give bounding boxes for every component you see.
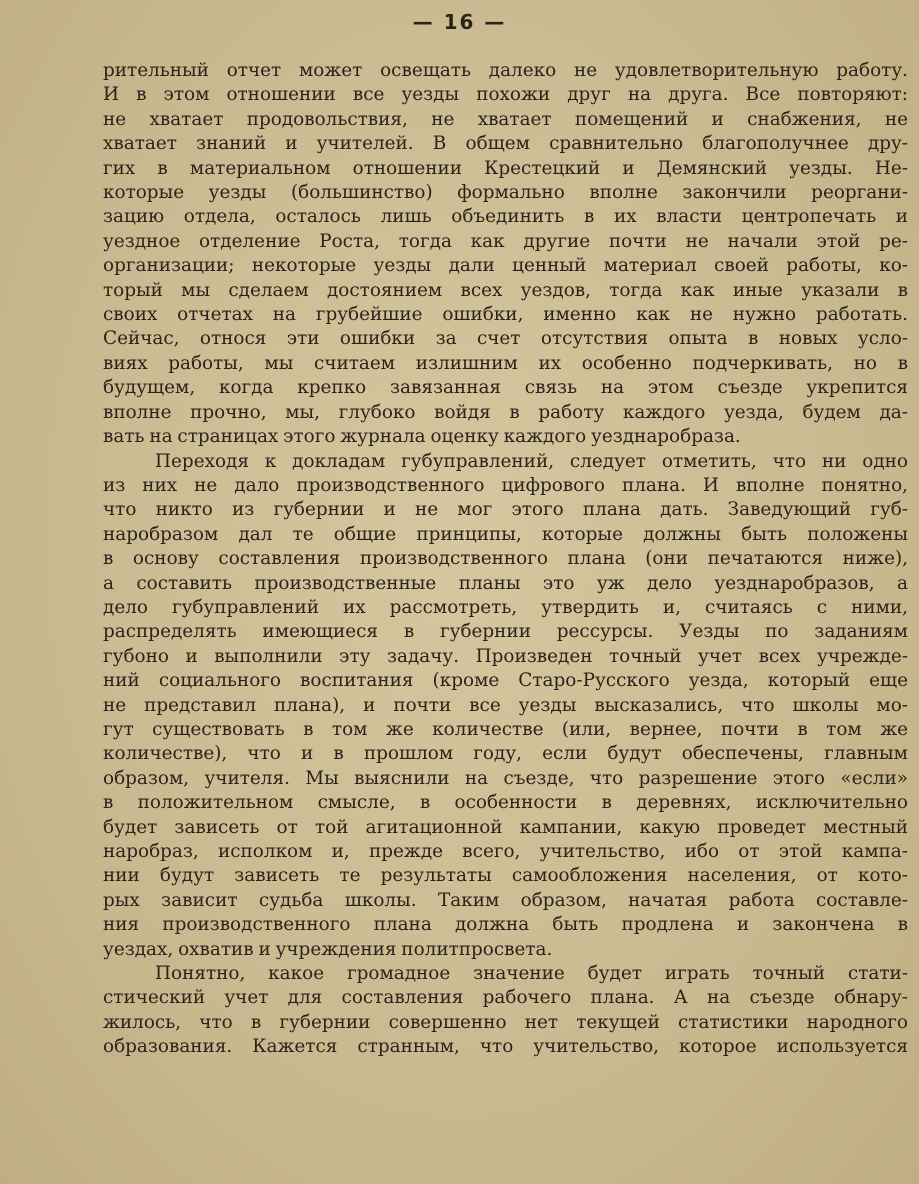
text-line: Понятно, какое громадное значение будет играть точный стати- [155,963,908,985]
text-line: не хватает продовольствия, не хватает помещений и снабжения, не [103,108,908,130]
text-line: которые уезды (большинство) формально вполне закончили реоргани- [103,182,908,204]
text-line: наробраз, исполком и, прежде всего, учительство, ибо от этой кампа- [103,841,908,862]
text-line: жилось, что в губернии совершенно нет текущей статистики народного [103,1011,908,1033]
text-line: а составить производственные планы это уж дело уезднаробразов, а [103,572,908,594]
text-line: не представил плана), и почти все уезды высказались, что школы мо- [103,694,908,716]
text-line: гут существовать в том же количестве (или, вернее, почти в том же [103,718,908,740]
text-line: хватает знаний и учителей. В общем сравнительно благополучнее дру- [103,133,908,155]
text-line: вполне прочно, мы, глубоко войдя в работу каждого уезда, будем да- [103,401,908,423]
text-line: количестве), что и в прошлом году, если будут обеспечены, главным [103,743,908,765]
text-line: наробразом дал те общие принципы, которые должны быть положены [103,523,908,545]
text-line: распределять имеющиеся в губернии рессурсы. Уезды по заданиям [103,621,908,643]
text-line: ния производственного плана должна быть продлена и закончена в [103,914,908,936]
body-text [103,59,908,1060]
text-line: рых зависит судьба школы. Таким образом, начатая работа составле- [103,889,908,911]
text-line: виях работы, мы считаем излишним их особенно подчеркивать, но в [103,352,908,374]
text-line: из них не дало производственного цифрового плана. И вполне понятно, [103,474,908,496]
text-line: стический учет для составления рабочего плана. А на съезде обнару- [103,987,908,1009]
text-line: уездное отделение Роста, тогда как другие почти не начали этой ре- [103,230,908,252]
text-line: рительный отчет может освещать далеко не удовлетворительную работу. [103,60,908,81]
text-line: торый мы сделаем достоянием всех уездов, тогда как иные указали в [103,279,908,301]
page-number: — 16 — [412,10,507,34]
text-line: ний социального воспитания (кроме Старо-Русского уезда, который еще [103,670,908,692]
text-line: гих в материальном отношении Крестецкий и Демянский уезды. Не- [103,157,908,179]
text-line: в положительном смысле, в особенности в деревнях, исключительно [103,792,908,814]
text-line: Переходя к докладам губуправлений, следует отметить, что ни одно [155,450,908,472]
text-line: дело губуправлений их рассмотреть, утвердить и, считаясь с ними, [103,596,908,618]
text-line: образования. Кажется странным, что учительство, которое используется [103,1036,908,1058]
text-line: зацию отдела, осталось лишь объединить в их власти центропечать и [103,206,908,228]
text-line: что никто из губернии и не мог этого плана дать. Заведующий губ- [103,499,908,521]
text-line: нии будут зависеть те результаты самообложения населения, от кото- [103,865,908,887]
text-line: образом, учителя. Мы выяснили на съезде, что разрешение этого «если» [103,767,908,789]
text-line: И в этом отношении все уезды похожи друг на друга. Все повторяют: [103,84,908,106]
text-line: Сейчас, относя эти ошибки за счет отсутствия опыта в новых усло- [103,328,908,350]
text-line: губоно и выполнили эту задачу. Произведен точный учет всех учрежде- [103,645,908,667]
text-line: будущем, когда крепко завязанная связь на этом съезде укрепится [103,377,908,399]
text-line: уездах, охватив и учреждения политпросвета. [103,938,553,960]
text-line: организации; некоторые уезды дали ценный материал своей работы, ко- [103,255,908,277]
text-line: в основу составления производственного плана (они печатаются ниже), [103,548,908,570]
text-line: будет зависеть от той агитационной кампании, какую проведет местный [103,816,908,838]
text-line: своих отчетах на грубейшие ошибки, именно как не нужно работать. [103,304,908,326]
text-line: вать на страницах этого журнала оценку каждого уезднаробраза. [103,426,741,448]
